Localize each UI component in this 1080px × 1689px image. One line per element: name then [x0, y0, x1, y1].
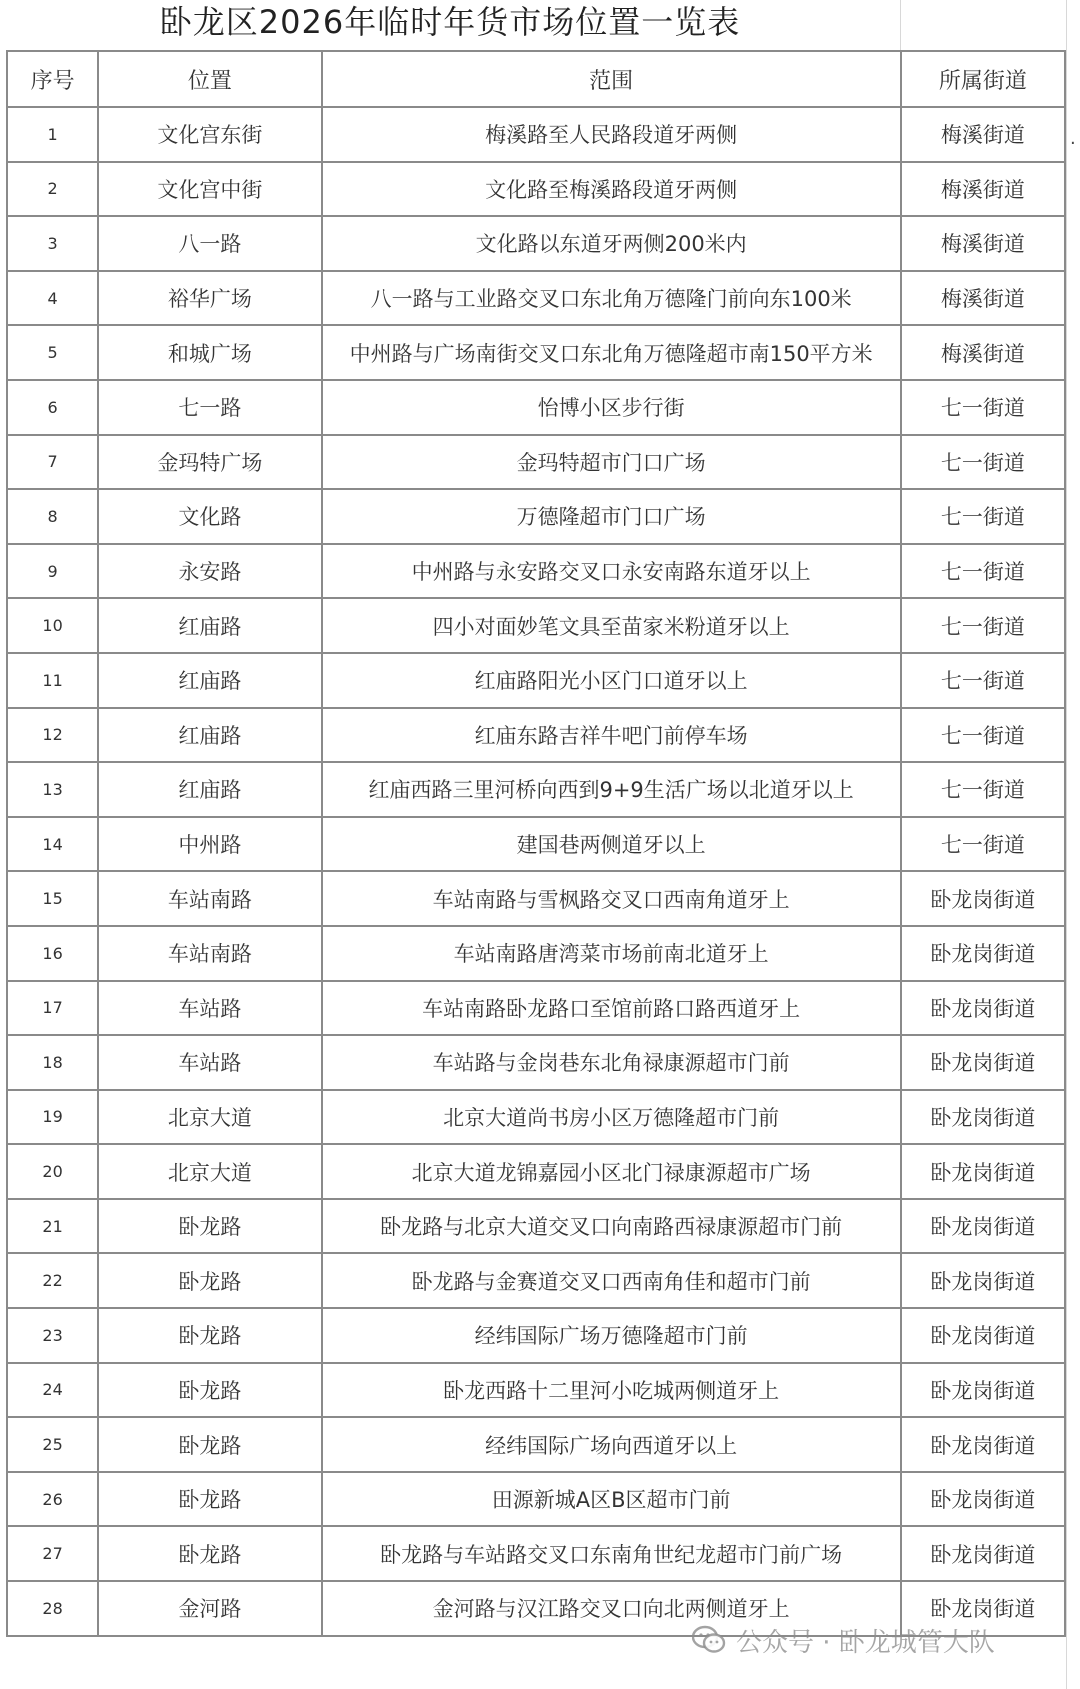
row-street: 卧龙岗街道	[901, 1144, 1065, 1199]
header-street: 所属街道	[901, 51, 1065, 107]
row-range: 怡博小区步行街	[322, 380, 901, 435]
table-row	[7, 1199, 1065, 1254]
row-street: 卧龙岗街道	[901, 1308, 1065, 1363]
row-range: 卧龙路与车站路交叉口东南角世纪龙超市门前广场	[322, 1526, 901, 1581]
row-street: 梅溪街道	[901, 216, 1065, 271]
page-title: 卧龙区2026年临时年货市场位置一览表	[159, 3, 741, 41]
row-location: 车站南路	[98, 926, 321, 981]
table-row	[7, 162, 1065, 217]
table-row	[7, 653, 1065, 708]
row-location: 金河路	[98, 1581, 321, 1636]
row-number: 20	[7, 1144, 98, 1199]
row-street: 梅溪街道	[901, 107, 1065, 162]
row-location: 和城广场	[98, 325, 321, 380]
row-street: 卧龙岗街道	[901, 1526, 1065, 1581]
table-row	[7, 981, 1065, 1036]
header-range: 范围	[322, 51, 901, 107]
table-row	[7, 598, 1065, 653]
row-range: 卧龙路与北京大道交叉口向南路西禄康源超市门前	[322, 1199, 901, 1254]
row-number: 7	[7, 435, 98, 490]
row-location: 文化路	[98, 489, 321, 544]
table-row	[7, 1308, 1065, 1363]
header-location: 位置	[98, 51, 321, 107]
sheet-gridline	[900, 0, 901, 50]
row-location: 七一路	[98, 380, 321, 435]
row-location: 卧龙路	[98, 1472, 321, 1527]
row-street: 七一街道	[901, 762, 1065, 817]
row-location: 裕华广场	[98, 271, 321, 326]
row-range: 卧龙西路十二里河小吃城两侧道牙上	[322, 1363, 901, 1418]
row-street: 梅溪街道	[901, 271, 1065, 326]
row-location: 八一路	[98, 216, 321, 271]
row-range: 卧龙路与金赛道交叉口西南角佳和超市门前	[322, 1253, 901, 1308]
row-number: 16	[7, 926, 98, 981]
table-row	[7, 1363, 1065, 1418]
row-number: 21	[7, 1199, 98, 1254]
market-location-table	[6, 50, 1066, 1637]
row-number: 18	[7, 1035, 98, 1090]
table-row	[7, 871, 1065, 926]
row-range: 北京大道龙锦嘉园小区北门禄康源超市广场	[322, 1144, 901, 1199]
row-location: 文化宫中街	[98, 162, 321, 217]
table-row	[7, 271, 1065, 326]
row-range: 万德隆超市门口广场	[322, 489, 901, 544]
row-location: 卧龙路	[98, 1417, 321, 1472]
row-number: 13	[7, 762, 98, 817]
row-range: 文化路至梅溪路段道牙两侧	[322, 162, 901, 217]
row-range: 车站路与金岗巷东北角禄康源超市门前	[322, 1035, 901, 1090]
row-number: 5	[7, 325, 98, 380]
stray-mark: .	[1070, 128, 1076, 149]
row-number: 1	[7, 107, 98, 162]
table-row	[7, 762, 1065, 817]
row-location: 文化宫东街	[98, 107, 321, 162]
row-range: 车站南路卧龙路口至馆前路口路西道牙上	[322, 981, 901, 1036]
row-street: 七一街道	[901, 544, 1065, 599]
row-range: 中州路与永安路交叉口永安南路东道牙以上	[322, 544, 901, 599]
table-row	[7, 1417, 1065, 1472]
row-location: 卧龙路	[98, 1526, 321, 1581]
row-street: 七一街道	[901, 435, 1065, 490]
row-range: 经纬国际广场向西道牙以上	[322, 1417, 901, 1472]
row-number: 12	[7, 708, 98, 763]
row-street: 七一街道	[901, 489, 1065, 544]
row-street: 卧龙岗街道	[901, 981, 1065, 1036]
row-location: 车站路	[98, 1035, 321, 1090]
row-location: 永安路	[98, 544, 321, 599]
row-number: 26	[7, 1472, 98, 1527]
row-location: 金玛特广场	[98, 435, 321, 490]
row-street: 七一街道	[901, 653, 1065, 708]
row-number: 28	[7, 1581, 98, 1636]
row-street: 七一街道	[901, 380, 1065, 435]
row-number: 9	[7, 544, 98, 599]
row-range: 红庙东路吉祥牛吧门前停车场	[322, 708, 901, 763]
row-range: 八一路与工业路交叉口东北角万德隆门前向东100米	[322, 271, 901, 326]
row-location: 北京大道	[98, 1090, 321, 1145]
row-street: 卧龙岗街道	[901, 1363, 1065, 1418]
row-range: 红庙路阳光小区门口道牙以上	[322, 653, 901, 708]
row-street: 卧龙岗街道	[901, 1035, 1065, 1090]
row-number: 11	[7, 653, 98, 708]
table-row	[7, 435, 1065, 490]
row-number: 14	[7, 817, 98, 872]
row-location: 车站南路	[98, 871, 321, 926]
row-location: 中州路	[98, 817, 321, 872]
row-street: 卧龙岗街道	[901, 871, 1065, 926]
row-range: 红庙西路三里河桥向西到9+9生活广场以北道牙以上	[322, 762, 901, 817]
table-header-row	[7, 51, 1065, 107]
row-number: 3	[7, 216, 98, 271]
watermark	[692, 1620, 995, 1660]
row-number: 27	[7, 1526, 98, 1581]
table-body	[7, 107, 1065, 1636]
row-number: 8	[7, 489, 98, 544]
watermark-text: 公众号 · 卧龙城管大队	[736, 1627, 995, 1658]
row-number: 23	[7, 1308, 98, 1363]
header-number: 序号	[7, 51, 98, 107]
row-range: 金河路与汉江路交叉口向北两侧道牙上	[322, 1581, 901, 1636]
row-location: 卧龙路	[98, 1308, 321, 1363]
row-street: 梅溪街道	[901, 325, 1065, 380]
table-row	[7, 544, 1065, 599]
sheet-gridline	[1066, 0, 1067, 1689]
table-row	[7, 1090, 1065, 1145]
row-range: 金玛特超市门口广场	[322, 435, 901, 490]
row-number: 17	[7, 981, 98, 1036]
row-street: 卧龙岗街道	[901, 1199, 1065, 1254]
table-row	[7, 107, 1065, 162]
wechat-official-account-icon	[692, 1625, 726, 1655]
row-number: 6	[7, 380, 98, 435]
row-range: 梅溪路至人民路段道牙两侧	[322, 107, 901, 162]
row-number: 19	[7, 1090, 98, 1145]
row-number: 10	[7, 598, 98, 653]
table-row	[7, 1253, 1065, 1308]
row-street: 七一街道	[901, 708, 1065, 763]
table-row	[7, 216, 1065, 271]
row-street: 梅溪街道	[901, 162, 1065, 217]
table-row	[7, 817, 1065, 872]
row-number: 25	[7, 1417, 98, 1472]
table-row	[7, 1144, 1065, 1199]
row-street: 卧龙岗街道	[901, 1472, 1065, 1527]
row-range: 田源新城A区B区超市门前	[322, 1472, 901, 1527]
row-range: 车站南路唐湾菜市场前南北道牙上	[322, 926, 901, 981]
row-street: 卧龙岗街道	[901, 1253, 1065, 1308]
table-row	[7, 325, 1065, 380]
row-location: 红庙路	[98, 598, 321, 653]
row-location: 卧龙路	[98, 1253, 321, 1308]
table-row	[7, 1035, 1065, 1090]
row-location: 卧龙路	[98, 1199, 321, 1254]
table-row	[7, 926, 1065, 981]
row-number: 4	[7, 271, 98, 326]
row-street: 卧龙岗街道	[901, 1581, 1065, 1636]
row-range: 北京大道尚书房小区万德隆超市门前	[322, 1090, 901, 1145]
row-range: 建国巷两侧道牙以上	[322, 817, 901, 872]
row-location: 红庙路	[98, 708, 321, 763]
row-number: 24	[7, 1363, 98, 1418]
row-range: 经纬国际广场万德隆超市门前	[322, 1308, 901, 1363]
row-location: 车站路	[98, 981, 321, 1036]
table-row	[7, 1472, 1065, 1527]
row-number: 15	[7, 871, 98, 926]
row-range: 四小对面妙笔文具至苗家米粉道牙以上	[322, 598, 901, 653]
row-street: 七一街道	[901, 817, 1065, 872]
row-location: 红庙路	[98, 653, 321, 708]
row-street: 七一街道	[901, 598, 1065, 653]
table-row	[7, 708, 1065, 763]
row-street: 卧龙岗街道	[901, 926, 1065, 981]
row-street: 卧龙岗街道	[901, 1417, 1065, 1472]
row-number: 2	[7, 162, 98, 217]
row-location: 红庙路	[98, 762, 321, 817]
row-street: 卧龙岗街道	[901, 1090, 1065, 1145]
row-location: 卧龙路	[98, 1363, 321, 1418]
row-location: 北京大道	[98, 1144, 321, 1199]
table-row	[7, 1526, 1065, 1581]
row-range: 文化路以东道牙两侧200米内	[322, 216, 901, 271]
table-row	[7, 380, 1065, 435]
table-row	[7, 489, 1065, 544]
row-number: 22	[7, 1253, 98, 1308]
row-range: 中州路与广场南街交叉口东北角万德隆超市南150平方米	[322, 325, 901, 380]
row-range: 车站南路与雪枫路交叉口西南角道牙上	[322, 871, 901, 926]
